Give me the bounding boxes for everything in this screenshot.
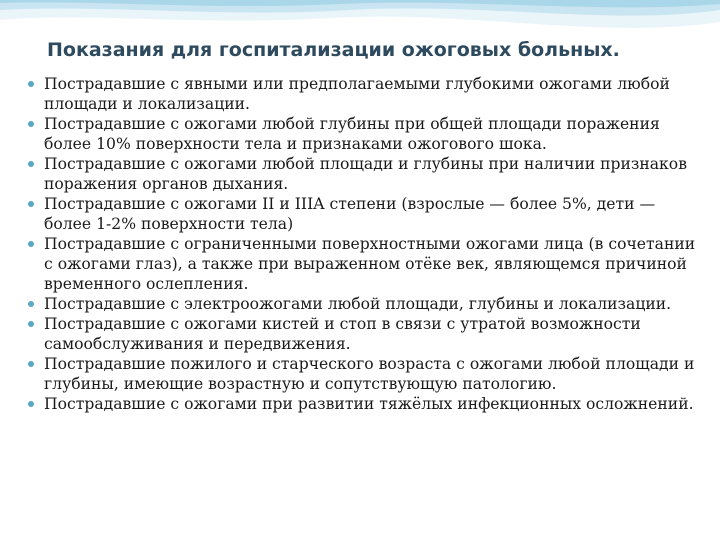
bullet-dot-icon [28, 401, 34, 407]
bullet-dot-icon [28, 301, 34, 307]
list-item [28, 154, 696, 194]
list-item-text: Пострадавшие с ожогами любой глубины при общей площади поражения более 10% поверхности тела и признаками ожогового шока. [44, 115, 660, 153]
bullet-dot-icon [28, 121, 34, 127]
list-item-text: Пострадавшие с ожогами II и IIIA степени (взрослые — более 5%, дети — более 1-2% поверхности тела) [44, 195, 656, 233]
bullet-dot-icon [28, 361, 34, 367]
bullet-dot-icon [28, 81, 34, 87]
list-item [28, 394, 696, 414]
bullet-dot-icon [28, 201, 34, 207]
list-item-text: Пострадавшие с ожогами кистей и стоп в связи с утратой возможности самообслуживания и передвижения. [44, 315, 641, 353]
list-item [28, 234, 696, 294]
list-item-text: Пострадавшие с ограниченными поверхностными ожогами лица (в сочетании с ожогами глаз), а также при выраженном отёке век, являющемся причиной временного ослепления. [44, 235, 696, 293]
bullet-dot-icon [28, 161, 34, 167]
list-item [28, 74, 696, 114]
list-item-text: Пострадавшие с явными или предполагаемыми глубокими ожогами любой площади и локализации. [44, 75, 670, 113]
list-item [28, 194, 696, 234]
list-item-text: Пострадавшие пожилого и старческого возраста с ожогами любой площади и глубины, имеющие возрастную и сопутствующую патологию. [44, 355, 695, 393]
bullet-list [28, 74, 696, 414]
bullet-dot-icon [28, 241, 34, 247]
list-item [28, 314, 696, 354]
list-item [28, 114, 696, 154]
list-item-text: Пострадавшие с электроожогами любой площади, глубины и локализации. [44, 295, 672, 313]
list-item [28, 354, 696, 394]
list-item-text: Пострадавшие с ожогами любой площади и глубины при наличии признаков поражения органов дыхания. [44, 155, 687, 193]
list-item-text: Пострадавшие с ожогами при развитии тяжёлых инфекционных осложнений. [44, 395, 694, 413]
list-item [28, 294, 696, 314]
bullet-dot-icon [28, 321, 34, 327]
slide-title: Показания для госпитализации ожоговых больных. [47, 39, 620, 61]
